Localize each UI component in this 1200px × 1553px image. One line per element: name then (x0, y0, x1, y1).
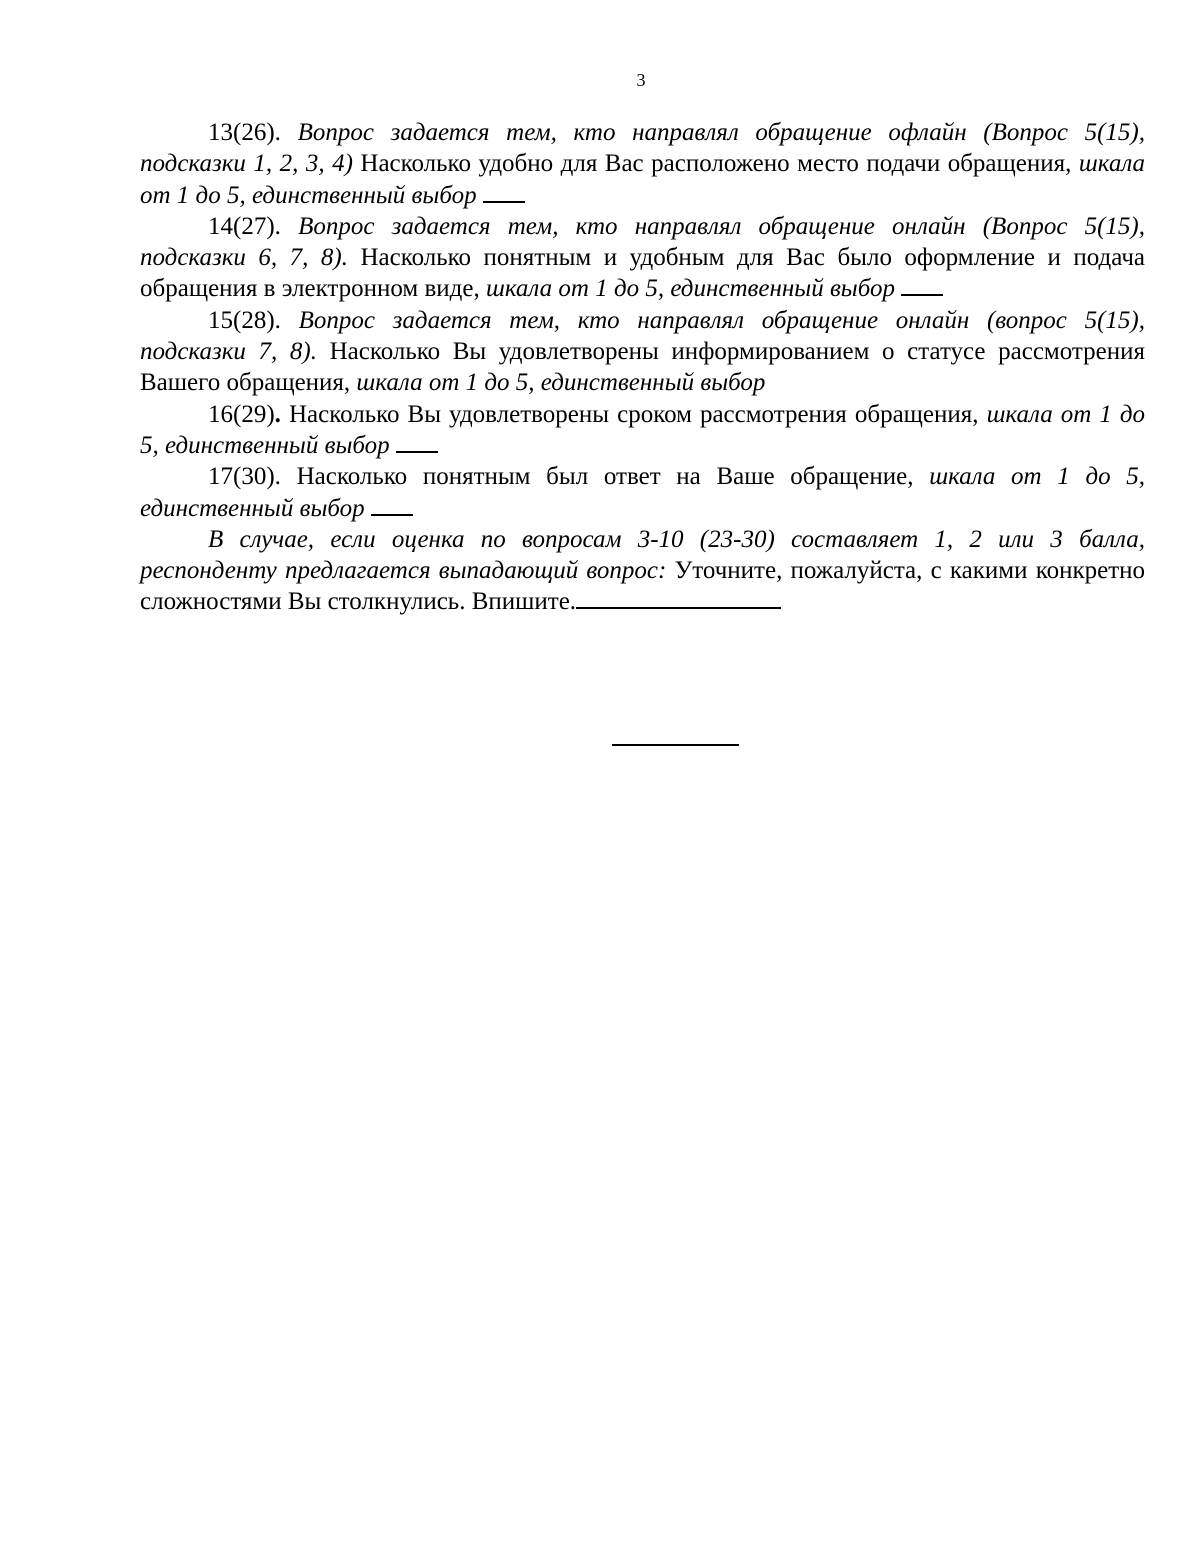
page-number: 3 (636, 70, 646, 90)
answer-blank[interactable] (901, 276, 943, 296)
followup-condition: В случае, если оценка по вопросам 3-10 (23-30) составляет 1, 2 или 3 балла, респонденту предлагается выпадающий вопрос: (140, 525, 1145, 585)
question-number: 13(26). (208, 119, 281, 146)
answer-blank[interactable] (396, 433, 438, 453)
free-text-blank[interactable] (576, 589, 781, 609)
question-text: Насколько удобно для Вас расположено место подачи обращения, (360, 150, 1072, 178)
question-number-dot: . (274, 400, 281, 428)
question-scale: шкала от 1 до 5, единственный выбор (356, 369, 766, 397)
question-15 (140, 305, 1145, 399)
question-13 (140, 117, 1145, 211)
question-condition: Вопрос задается тем, кто направлял обращение онлайн (Вопрос 5(15), подсказки 6, 7, 8). (140, 212, 1145, 272)
followup-text: Уточните, пожалуйста, с какими конкретно сложностями Вы столкнулись. Впишите. (140, 557, 1146, 616)
question-14 (140, 211, 1145, 305)
end-of-document-rule (612, 744, 739, 746)
question-text: Насколько понятным был ответ на Ваше обращение, (296, 463, 914, 491)
question-17 (140, 461, 1145, 524)
question-scale: шкала от 1 до 5, единственный выбор (140, 463, 1146, 522)
question-text: Насколько понятным и удобным для Вас было оформление и подача обращения в электронном виде, (140, 244, 1146, 303)
question-text: Насколько Вы удовлетворены информированием о статусе рассмотрения Вашего обращения, (140, 338, 1145, 397)
question-number: 16(29) (208, 400, 275, 428)
answer-blank[interactable] (371, 496, 413, 516)
question-scale: шкала от 1 до 5, единственный выбор (140, 150, 1146, 209)
answer-blank[interactable] (483, 183, 525, 203)
question-condition: Вопрос задается тем, кто направлял обращение онлайн (вопрос 5(15), подсказки 7, 8). (140, 306, 1146, 366)
question-16 (140, 399, 1145, 462)
question-text: Насколько Вы удовлетворены сроком рассмотрения обращения, (288, 400, 979, 428)
question-scale: шкала от 1 до 5, единственный выбор (140, 400, 1146, 459)
question-number: 17(30). (208, 463, 281, 491)
question-condition: Вопрос задается тем, кто направлял обращение офлайн (Вопрос 5(15), подсказки 1, 2, 3, 4) (140, 119, 1146, 178)
followup-question (140, 524, 1145, 618)
question-number: 15(28). (208, 306, 281, 334)
question-scale: шкала от 1 до 5, единственный выбор (485, 275, 895, 303)
question-number: 14(27). (208, 212, 281, 240)
document-body (140, 117, 1145, 618)
